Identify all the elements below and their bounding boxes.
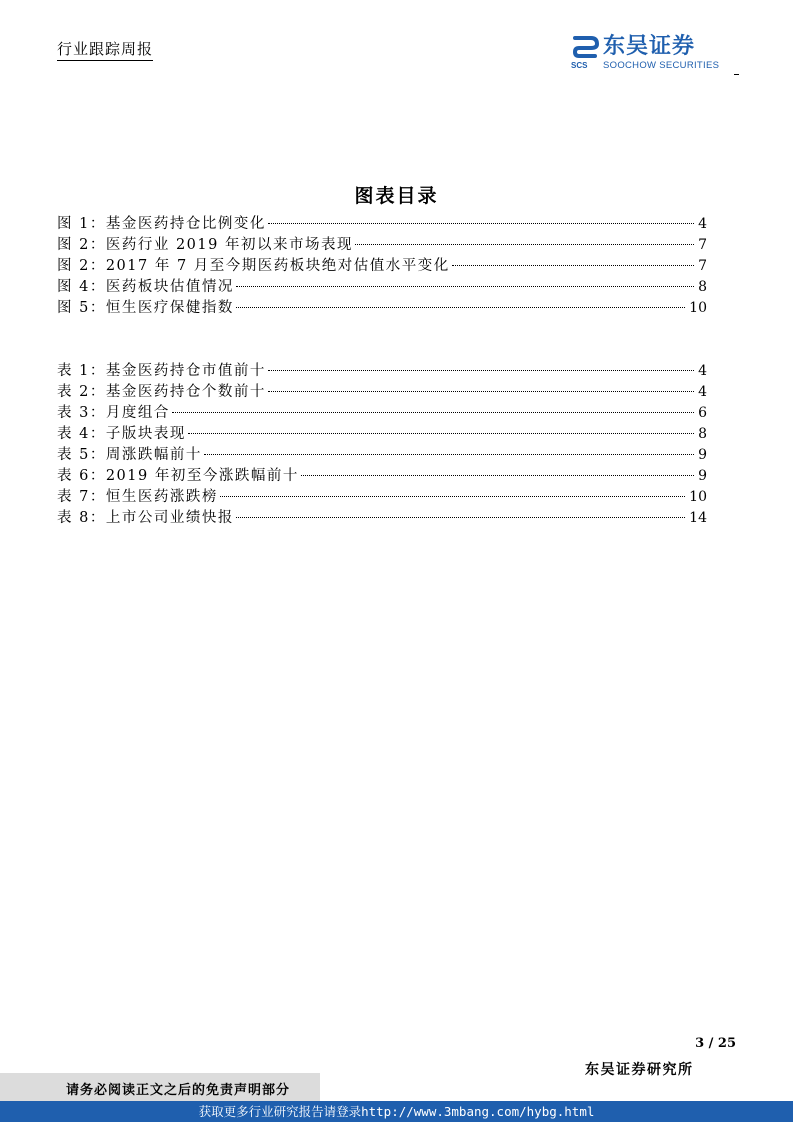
soochow-logo	[571, 34, 736, 72]
report-type-label: 行业跟踪周报	[57, 38, 153, 61]
toc-entry-page: 14	[689, 510, 707, 526]
toc-entry-label: 图 4：医药板块估值情况	[57, 279, 234, 295]
toc-entry-table-3[interactable]	[57, 403, 707, 424]
toc-leader-dots	[268, 391, 694, 392]
toc-entry-table-7[interactable]	[57, 487, 707, 508]
toc-entry-figure-3[interactable]	[57, 256, 707, 277]
toc-entry-table-1[interactable]	[57, 361, 707, 382]
toc-entry-page: 9	[698, 447, 707, 463]
table-list	[57, 361, 707, 529]
disclaimer-notice: 请务必阅读正文之后的免责声明部分	[66, 1083, 291, 1098]
toc-leader-dots	[268, 223, 694, 224]
toc-leader-dots	[172, 412, 694, 413]
soochow-logo-icon	[571, 34, 599, 60]
page-number: 3 / 25	[695, 1036, 736, 1051]
toc-entry-page: 10	[689, 489, 707, 505]
toc-entry-page: 7	[698, 258, 707, 274]
toc-leader-dots	[236, 517, 685, 518]
toc-entry-page: 4	[698, 216, 707, 232]
header-tick-mark	[734, 74, 739, 75]
institute-name: 东吴证券研究所	[585, 1062, 694, 1078]
toc-entry-page: 4	[698, 363, 707, 379]
toc-leader-dots	[220, 496, 685, 497]
toc-leader-dots	[268, 370, 694, 371]
toc-entry-figure-1[interactable]	[57, 214, 707, 235]
toc-entry-table-6[interactable]	[57, 466, 707, 487]
toc-entry-table-2[interactable]	[57, 382, 707, 403]
toc-entry-label: 表 5：周涨跌幅前十	[57, 447, 202, 463]
toc-leader-dots	[355, 244, 694, 245]
toc-entry-figure-4[interactable]	[57, 277, 707, 298]
toc-entry-label: 图 5：恒生医疗保健指数	[57, 300, 234, 316]
toc-leader-dots	[204, 454, 694, 455]
toc-entry-page: 7	[698, 237, 707, 253]
toc-entry-page: 6	[698, 405, 707, 421]
toc-entry-label: 表 3：月度组合	[57, 405, 170, 421]
toc-entry-label: 图 2：2017 年 7 月至今期医药板块绝对估值水平变化	[57, 258, 450, 274]
toc-entry-page: 9	[698, 468, 707, 484]
toc-title: 图表目录	[354, 185, 439, 207]
toc-entry-table-4[interactable]	[57, 424, 707, 445]
toc-entry-label: 表 4：子版块表现	[57, 426, 186, 442]
toc-entry-label: 表 1：基金医药持仓市值前十	[57, 363, 266, 379]
toc-leader-dots	[452, 265, 694, 266]
toc-entry-label: 表 6：2019 年初至今涨跌幅前十	[57, 468, 299, 484]
logo-chinese-name: 东吴证券	[603, 34, 696, 59]
logo-english-name: SOOCHOW SECURITIES	[603, 60, 720, 71]
toc-entry-table-5[interactable]	[57, 445, 707, 466]
toc-entry-label: 图 1：基金医药持仓比例变化	[57, 216, 266, 232]
toc-leader-dots	[236, 307, 685, 308]
toc-entry-label: 表 8：上市公司业绩快报	[57, 510, 234, 526]
figure-list	[57, 214, 707, 319]
bottom-banner-link[interactable]: 获取更多行业研究报告请登录http://www.3mbang.com/hybg.html	[198, 1104, 595, 1119]
toc-entry-figure-5[interactable]	[57, 298, 707, 319]
toc-leader-dots	[301, 475, 694, 476]
toc-leader-dots	[188, 433, 694, 434]
toc-entry-page: 8	[698, 426, 707, 442]
toc-entry-page: 4	[698, 384, 707, 400]
toc-entry-label: 表 2：基金医药持仓个数前十	[57, 384, 266, 400]
toc-entry-page: 10	[689, 300, 707, 316]
toc-entry-figure-2[interactable]	[57, 235, 707, 256]
toc-entry-label: 图 2：医药行业 2019 年初以来市场表现	[57, 237, 353, 253]
toc-entry-page: 8	[698, 279, 707, 295]
logo-abbreviation: SCS	[571, 61, 588, 70]
toc-entry-label: 表 7：恒生医药涨跌榜	[57, 489, 218, 505]
toc-leader-dots	[236, 286, 694, 287]
toc-entry-table-8[interactable]	[57, 508, 707, 529]
